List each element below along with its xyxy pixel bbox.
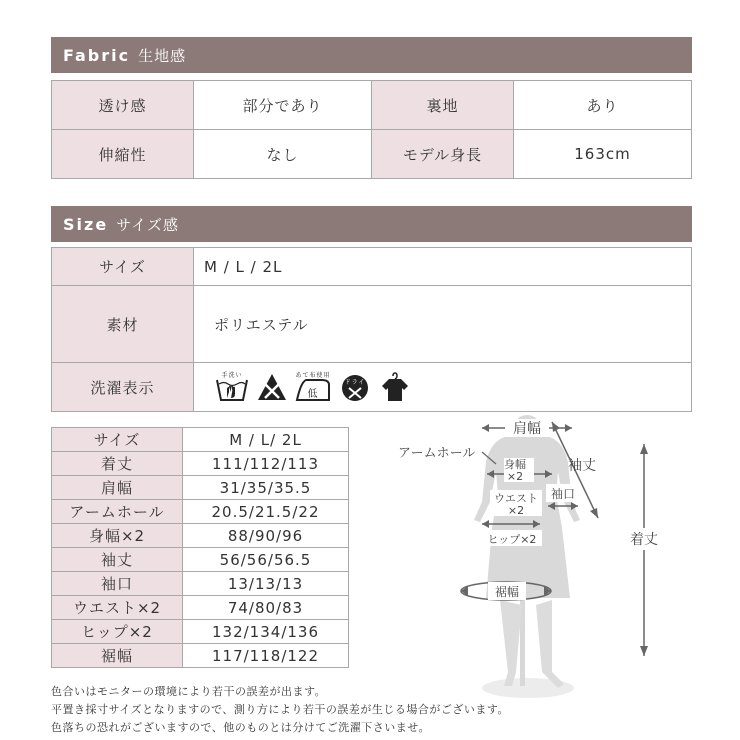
cuff-label: 袖口: [550, 487, 576, 501]
measurement-row: [52, 644, 349, 668]
size-row: [52, 248, 692, 286]
lining-label: 裏地: [372, 81, 514, 130]
measurement-row: [52, 476, 349, 500]
size-header-jp: サイズ感: [116, 215, 179, 234]
care-label: 洗濯表示: [52, 363, 194, 412]
material-value: ポリエステル: [194, 286, 692, 363]
chest-x2-label: ×2: [506, 470, 524, 483]
lining-value: あり: [514, 81, 692, 130]
transparency-label: 透け感: [52, 81, 194, 130]
measurement-value: 74/80/83: [183, 596, 349, 620]
measurement-row: [52, 548, 349, 572]
fabric-header-en: Fabric: [63, 45, 131, 65]
size-header-en: Size: [63, 214, 109, 234]
size-table: [51, 247, 692, 412]
length-label: 着丈: [630, 532, 658, 548]
measurement-label: ウエスト×2: [52, 596, 183, 620]
waist-label: ウエスト: [494, 492, 538, 505]
measurement-value: 117/118/122: [183, 644, 349, 668]
stretch-value: なし: [194, 130, 372, 179]
stretch-label: 伸縮性: [52, 130, 194, 179]
measurement-label: サイズ: [52, 428, 183, 452]
material-label: 素材: [52, 286, 194, 363]
measurement-label: 裾幅: [52, 644, 183, 668]
measurement-label: 着丈: [52, 452, 183, 476]
model-height-label: モデル身長: [372, 130, 514, 179]
measurement-value: 56/56/56.5: [183, 548, 349, 572]
material-row: [52, 286, 692, 363]
care-row: [52, 363, 692, 412]
svg-text:あて布使用: あて布使用: [295, 372, 331, 379]
waist-x2-label: ×2: [507, 504, 525, 517]
hem-label: 裾幅: [494, 585, 520, 599]
shoulder-label: 肩幅: [513, 421, 541, 437]
measurement-value: 132/134/136: [183, 620, 349, 644]
svg-text:手洗い: 手洗い: [221, 372, 243, 379]
measurement-value: 88/90/96: [183, 524, 349, 548]
measurement-value: 31/35/35.5: [183, 476, 349, 500]
fabric-table: [51, 80, 692, 179]
size-label: サイズ: [52, 248, 194, 286]
model-height-value: 163cm: [514, 130, 692, 179]
measurements-table: [51, 427, 349, 668]
measurement-row: [52, 524, 349, 548]
measurement-row: [52, 572, 349, 596]
notes: [51, 683, 509, 737]
left-leg: [500, 600, 522, 686]
svg-text:低: 低: [307, 389, 319, 400]
sleeve-label: 袖丈: [568, 458, 596, 474]
measurement-value: M / L/ 2L: [183, 428, 349, 452]
size-section-header: [51, 206, 692, 242]
armhole-label: アームホール: [398, 446, 476, 461]
right-leg: [536, 600, 564, 688]
note-line: 色合いはモニターの環境により若干の誤差が出ます。: [51, 685, 327, 698]
measurement-label: 肩幅: [52, 476, 183, 500]
measurement-label: 身幅×2: [52, 524, 183, 548]
measurement-label: 袖口: [52, 572, 183, 596]
measurement-label: アームホール: [52, 500, 183, 524]
transparency-value: 部分であり: [194, 81, 372, 130]
iron-low-icon: [294, 370, 332, 404]
measurement-value: 13/13/13: [183, 572, 349, 596]
no-tumble-dry-icon: [338, 370, 372, 404]
fabric-row: [52, 130, 692, 179]
fabric-header-jp: 生地感: [138, 46, 187, 65]
hip-label: ヒップ×2: [487, 533, 537, 546]
size-value: M / L / 2L: [194, 248, 692, 286]
fabric-row: [52, 81, 692, 130]
measurement-row: [52, 620, 349, 644]
measurement-label: ヒップ×2: [52, 620, 183, 644]
measurement-value: 111/112/113: [183, 452, 349, 476]
hang-dry-icon: [378, 370, 412, 404]
chest-label: 身幅: [504, 458, 526, 471]
measurement-row: [52, 500, 349, 524]
measurement-row: [52, 428, 349, 452]
garment-diagram: [390, 410, 680, 702]
svg-text:ドライ: ドライ: [344, 379, 366, 386]
hand-wash-icon: [214, 370, 250, 404]
fabric-section-header: [51, 37, 692, 73]
measurement-row: [52, 452, 349, 476]
note-line: 色落ちの恐れがございますので、他のものとは分けてご洗濯下さいませ。: [51, 721, 430, 734]
measurement-value: 20.5/21.5/22: [183, 500, 349, 524]
care-icons-cell: [194, 363, 692, 412]
measurement-label: 袖丈: [52, 548, 183, 572]
measurement-row: [52, 596, 349, 620]
note-line: 平置き採寸サイズとなりますので、測り方により若干の誤差が生じる場合がございます。: [51, 703, 510, 716]
no-bleach-icon: [256, 370, 288, 404]
